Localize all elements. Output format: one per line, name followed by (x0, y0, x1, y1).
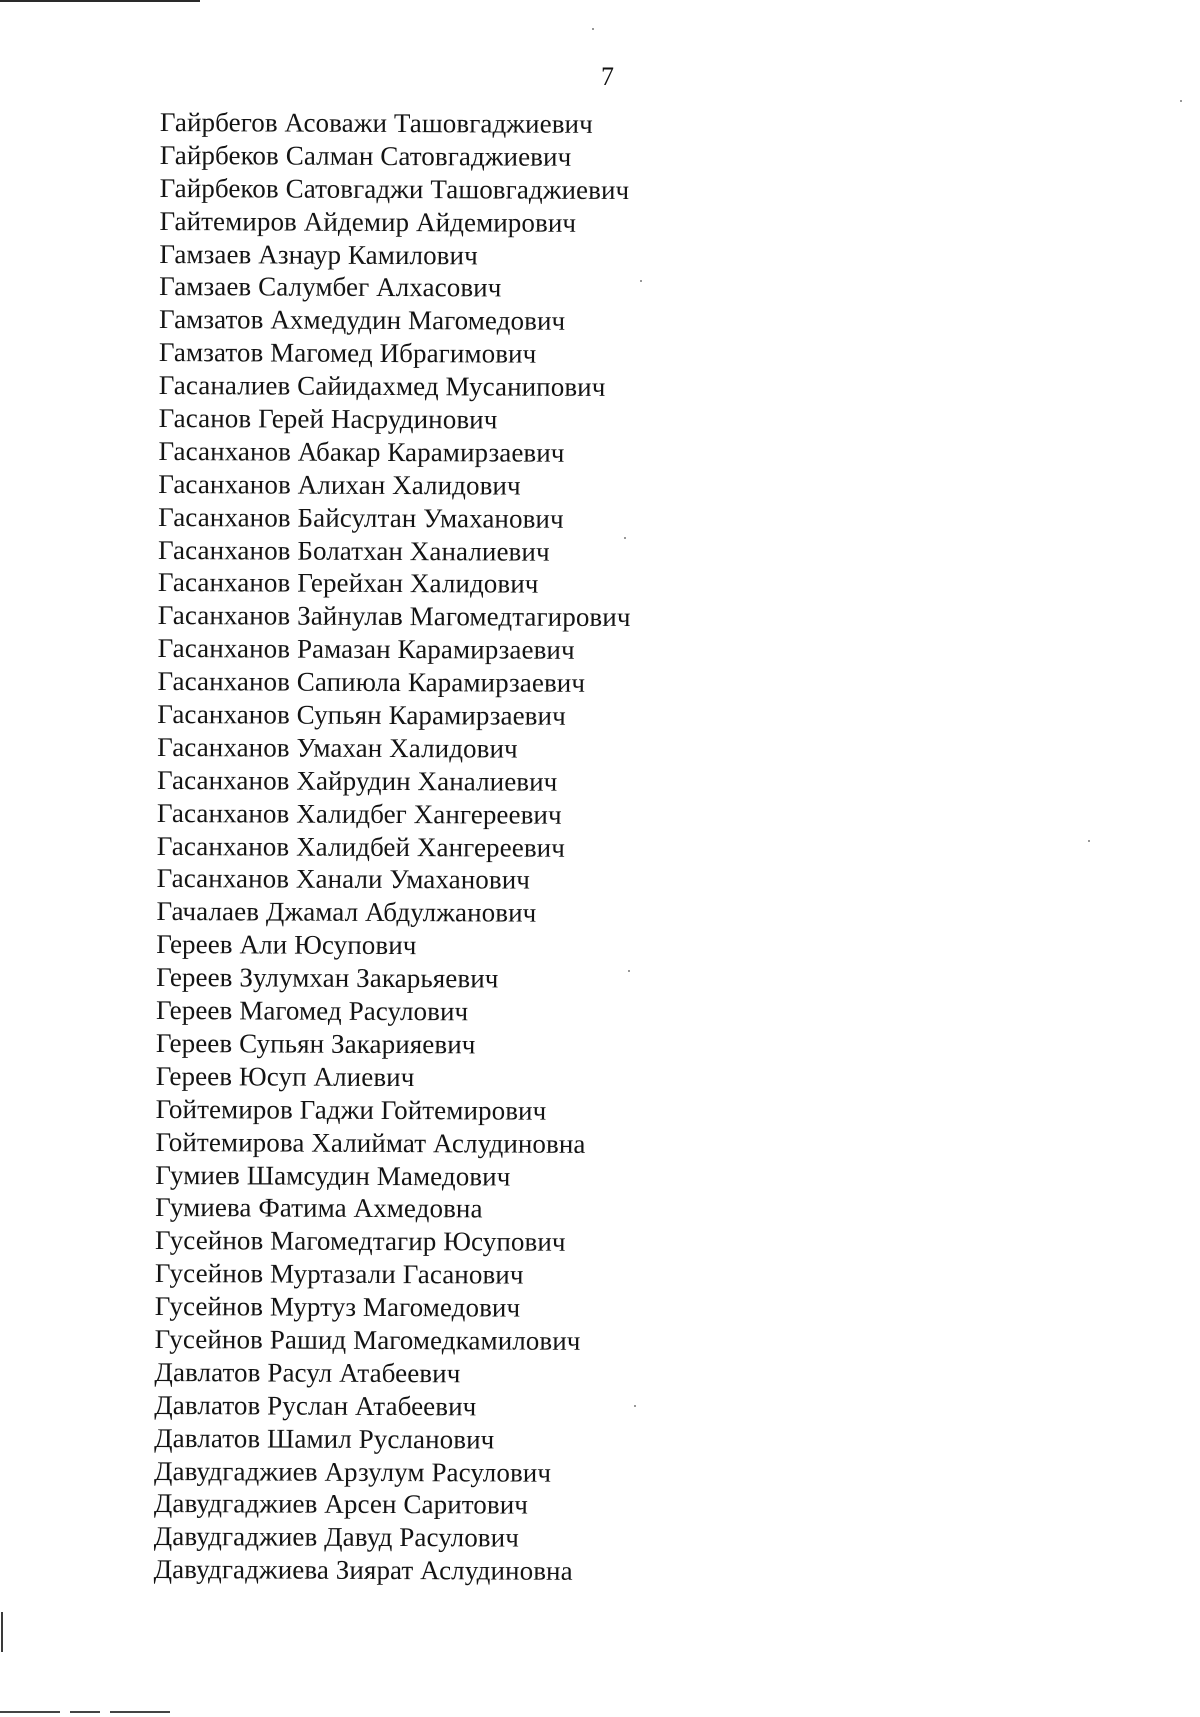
scan-speck (1088, 840, 1090, 842)
name-list-item: Гамзаев Азнаур Камилович (159, 238, 478, 270)
name-list-item: Гасанханов Хайрудин Ханалиевич (156, 764, 558, 797)
name-list (154, 106, 633, 1588)
name-list-item: Гусейнов Рашид Магомедкамилович (154, 1323, 581, 1356)
name-list-item: Гасанханов Алихан Халидович (158, 468, 521, 501)
scan-speck (640, 280, 642, 282)
name-list-item: Гачалаев Джамал Абдулжанович (156, 896, 537, 929)
name-list-item: Давудгаджиев Давуд Расулович (153, 1521, 519, 1553)
name-list-item: Давудгаджиев Арсен Саритович (153, 1488, 529, 1521)
name-list-item: Гасанханов Рамазан Карамирзаевич (157, 633, 575, 666)
name-list-item: Гайрбеков Салман Сатовгаджиевич (159, 139, 572, 172)
scan-edge-line (0, 0, 200, 2)
name-list-item: Гумиева Фатима Ахмедовна (155, 1192, 483, 1224)
name-list-item: Гойтемирова Халиймат Аслудиновна (155, 1126, 586, 1159)
name-list-item: Гасанханов Абакар Карамирзаевич (158, 435, 565, 468)
name-list-item: Гасанханов Герейхан Халидович (157, 567, 539, 600)
scan-speck (634, 1405, 636, 1407)
name-list-item: Гусейнов Муртазали Гасанович (154, 1258, 524, 1290)
scan-edge-line (1, 1612, 3, 1652)
name-list-item: Давлатов Расул Атабеевич (154, 1356, 461, 1389)
name-list-item: Гамзатов Ахмедудин Магомедович (159, 304, 566, 337)
name-list-item: Гасанханов Зайнулав Магомедтагирович (157, 600, 631, 633)
name-list-item: Гойтемиров Гаджи Гойтемирович (155, 1093, 547, 1126)
scan-speck (1180, 100, 1182, 102)
name-list-item: Гамзатов Магомед Ибрагимович (158, 337, 537, 369)
name-list-item: Гереев Магомед Расулович (155, 995, 469, 1027)
name-list-item: Гасанханов Сапиюла Карамирзаевич (157, 666, 586, 699)
name-list-item: Гусейнов Муртуз Магомедович (154, 1291, 521, 1323)
name-list-item: Гусейнов Магомедтагир Юсупович (154, 1225, 566, 1258)
name-list-item: Гасанханов Ханали Умаханович (156, 863, 531, 896)
name-list-item: Гасанханов Байсултан Умаханович (158, 501, 564, 534)
name-list-item: Гасанханов Умахан Халидович (157, 731, 518, 764)
name-list-item: Гереев Зулумхан Закарьяевич (156, 962, 499, 994)
name-list-item: Гайрбеков Сатовгаджи Ташовгаджиевич (159, 172, 630, 205)
name-list-item: Гереев Али Юсупович (156, 929, 417, 961)
name-list-item: Давудгаджиев Арзулум Расулович (153, 1455, 552, 1488)
name-list-item: Гамзаев Салумбег Алхасович (159, 271, 502, 303)
name-list-item: Гереев Супьян Закарияевич (155, 1027, 476, 1060)
name-list-item: Гасанханов Халидбей Хангереевич (156, 830, 566, 863)
name-list-item: Гасанханов Болатхан Ханалиевич (157, 534, 550, 567)
name-list-item: Гайтемиров Айдемир Айдемирович (159, 205, 577, 238)
name-list-item: Гасанханов Супьян Карамирзаевич (157, 699, 566, 731)
name-list-item: Гасанханов Халидбег Хангереевич (156, 797, 562, 830)
name-list-item: Гумиев Шамсудин Мамедович (155, 1159, 511, 1192)
scan-speck (592, 28, 594, 30)
name-list-item: Гасаналиев Сайидахмед Мусанипович (158, 370, 606, 403)
name-list-item: Гереев Юсуп Алиевич (155, 1060, 415, 1092)
scan-edge-line (0, 1711, 170, 1713)
name-list-item: Давудгаджиева Зиярат Аслудиновна (153, 1554, 573, 1587)
name-list-item: Давлатов Руслан Атабеевич (154, 1389, 477, 1422)
name-list-item: Гасанов Герей Насрудинович (158, 403, 498, 435)
page-number: 7 (601, 62, 614, 91)
name-list-item: Гайрбегов Асоважи Ташовгаджиевич (159, 106, 593, 139)
name-list-item: Давлатов Шамил Русланович (154, 1422, 495, 1455)
